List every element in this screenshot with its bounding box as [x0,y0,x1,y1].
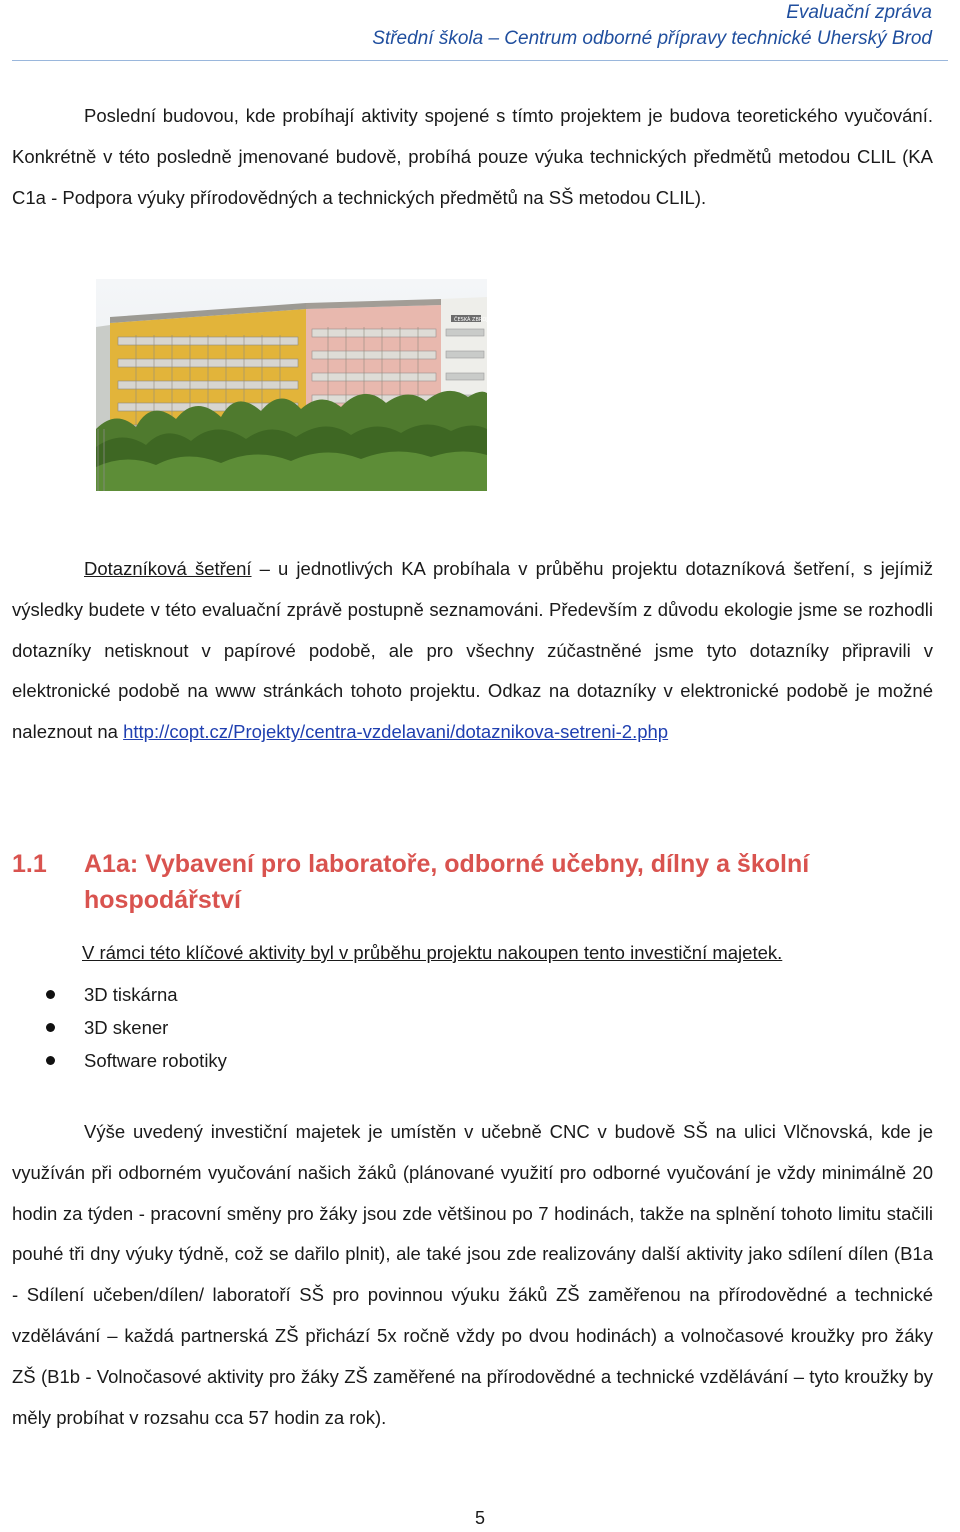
paragraph-building [12,96,933,218]
questionnaires-heading: Dotazníková šetření [84,558,252,579]
section-title: A1a: Vybavení pro laboratoře, odborné učebny, dílny a školní hospodářství [84,850,810,914]
questionnaires-text: – u jednotlivých KA probíhala v průběhu projektu dotazníková šetření, s jejímiž výsledky budete v této evaluační zprávě postupně seznamováni. Především z důvodu ekologie jsme se rozhodli dotazníky netisknout v papírové podobě, ale pro všechny zúčastněné jsme tyto dotazníky připravili v elektronické podobě na www stránkách tohoto projektu. Odkaz na dotazníky v elektronické podobě je možné naleznout na [12,558,934,743]
paragraph-equipment-usage [12,1112,933,1438]
photo-sign-text: ČESKÁ ZBROJOVKA [454,317,502,323]
section-number: 1.1 [12,850,47,878]
header-divider [12,60,948,61]
page-header [372,0,932,52]
list-item: Software robotiky [44,1046,227,1079]
equipment-list [44,980,227,1079]
section-intro: V rámci této klíčové aktivity byl v průběhu projektu nakoupen tento investiční majetek. [82,942,783,963]
paragraph-questionnaires [12,549,933,753]
page-number: 5 [474,1508,485,1528]
equipment-usage-text: Výše uvedený investiční majetek je umístěn v učebně CNC v budově SŠ na ulici Vlčnovská, kde je využíván při odborném vyučování našich žáků (plánované využití pro odborné vyučování je vždy minimálně 20 hodin za týden - pracovní směny pro žáky jsou zde většinou po 7 hodinách, takže na splnění tohoto limitu stačili pouhé tři dny výuky týdně, což se dařilo plnit), ale také jsou zde realizovány další aktivity jako sdílení dílen (B1a - Sdílení učeben/dílen/ laboratoří SŠ pro povinnou výuku žáků ZŠ zaměřenou na přírodovědné a technické vzdělávání – každá partnerská ZŠ přichází 5x ročně vždy po dvou hodinách) a volnočasové kroužky pro žáky ZŠ (B1b - Volnočasové aktivity pro žáky ZŠ zaměřené na přírodovědné a technické vzdělávání – tyto kroužky by měly probíhat v rozsahu cca 57 hodin za rok). [12,1121,933,1428]
bullet-icon [46,1056,55,1065]
header-school-name: Střední škola – Centrum odborné přípravy technické Uherský Brod [372,28,932,49]
bullet-icon [46,1023,55,1032]
list-item: 3D tiskárna [44,980,227,1013]
list-item: 3D skener [44,1013,227,1046]
paragraph-building-text: Poslední budovou, kde probíhají aktivity spojené s tímto projektem je budova teoretického vyučování. Konkrétně v této posledně jmenované budově, probíhá pouze výuka technických předmětů metodou CLIL (KA C1a - Podpora výuky přírodovědných a technických předmětů na SŠ metodou CLIL). [12,105,933,208]
questionnaires-link[interactable]: http://copt.cz/Projekty/centra-vzdelavani/dotaznikova-setreni-2.php [123,721,669,743]
header-report-title: Evaluační zpráva [786,2,932,23]
building-photo [96,279,502,491]
bullet-icon [46,990,55,999]
